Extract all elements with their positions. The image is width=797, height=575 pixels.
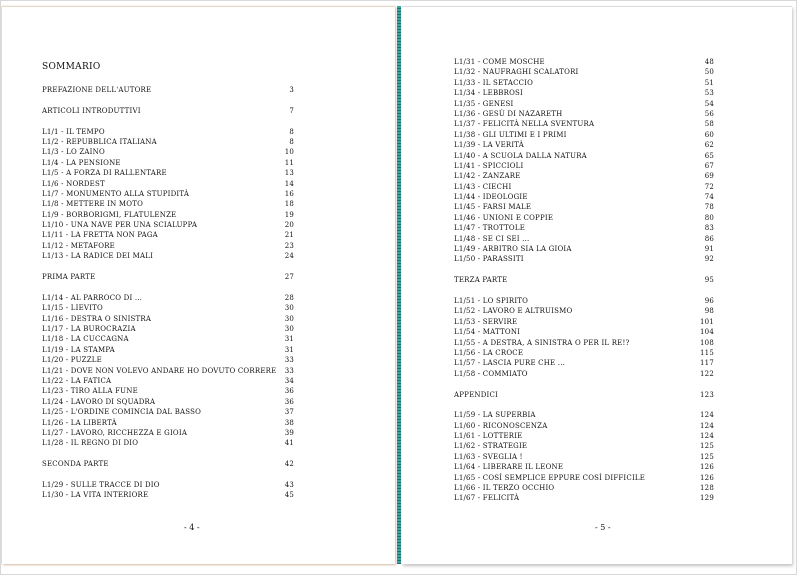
toc-entry-title: L1/6 - NORDEST <box>42 179 105 188</box>
toc-entry-page: 95 <box>704 276 714 285</box>
toc-entry[interactable] <box>42 127 294 137</box>
toc-spacer <box>42 116 294 126</box>
toc-entry-title: L1/54 - MATTONI <box>454 328 521 337</box>
toc-entry-page: 83 <box>704 224 714 233</box>
toc-entry-title: PRIMA PARTE <box>42 273 96 282</box>
toc-entry-page: 117 <box>700 359 714 368</box>
toc-entry-page: 21 <box>284 231 294 240</box>
toc-entry-page: 14 <box>284 179 294 188</box>
toc-entry-page: 19 <box>284 210 294 219</box>
toc-entry-title: L1/2 - REPUBBLICA ITALIANA <box>42 137 157 146</box>
toc-entry[interactable] <box>42 251 294 261</box>
toc-entry-title: L1/45 - FARSI MALE <box>454 203 532 212</box>
toc-entry-title: L1/12 - METAFORE <box>42 241 115 250</box>
toc-entry-page: 31 <box>284 335 294 344</box>
toc-entry[interactable] <box>454 327 714 337</box>
toc-entry[interactable] <box>42 418 294 428</box>
toc-entry-title: L1/37 - FELICITÀ NELLA SVENTURA <box>454 120 595 129</box>
toc-entry[interactable] <box>42 106 294 116</box>
toc-entry-title: L1/9 - BORBORIGMI, FLATULENZE <box>42 210 177 219</box>
toc-entry[interactable] <box>454 99 714 109</box>
toc-entry[interactable] <box>454 296 714 306</box>
toc-entry[interactable] <box>42 376 294 386</box>
toc-entry-page: 16 <box>284 189 294 198</box>
toc-entry-title: L1/51 - LO SPIRITO <box>454 296 529 305</box>
toc-entry[interactable] <box>42 397 294 407</box>
toc-entry-page: 123 <box>700 390 714 399</box>
toc-entry-title: SECONDA PARTE <box>42 460 109 469</box>
toc-entry[interactable] <box>42 272 294 282</box>
toc-entry-page: 124 <box>700 432 714 441</box>
toc-entry-title: L1/61 - LOTTERIE <box>454 432 523 441</box>
toc-entry[interactable] <box>42 210 294 220</box>
toc-entry[interactable] <box>42 366 294 376</box>
toc-entry[interactable] <box>42 386 294 396</box>
toc-entry-title: L1/52 - LAVORO E ALTRUISMO <box>454 307 573 316</box>
toc-entry[interactable] <box>454 109 714 119</box>
toc-entry-title: L1/23 - TIRO ALLA FUNE <box>42 387 138 396</box>
toc-entry-page: 39 <box>284 428 294 437</box>
toc-entry-title: L1/19 - LA STAMPA <box>42 345 115 354</box>
toc-entry[interactable] <box>454 483 714 493</box>
toc-entry-title: L1/13 - LA RADICE DEI MALI <box>42 252 154 261</box>
toc-entry-title: L1/28 - IL REGNO DI DIO <box>42 439 139 448</box>
toc-list-left <box>42 85 294 501</box>
toc-entry[interactable] <box>42 293 294 303</box>
toc-entry-title: L1/67 - FELICITÀ <box>454 494 520 503</box>
toc-entry-title: L1/17 - LA BUROCRAZIA <box>42 324 136 333</box>
toc-entry-page: 128 <box>700 484 714 493</box>
toc-entry-page: 27 <box>284 273 294 282</box>
toc-entry-title: L1/27 - LAVORO, RICCHEZZA E GIOIA <box>42 428 188 437</box>
toc-entry[interactable] <box>454 275 714 285</box>
toc-entry[interactable] <box>454 473 714 483</box>
toc-entry-title: L1/48 - SE CI SEI ... <box>454 234 530 243</box>
toc-entry-title: L1/36 - GESÙ DI NAZARETH <box>454 109 563 118</box>
toc-spacer <box>42 449 294 459</box>
toc-entry-page: 108 <box>700 338 714 347</box>
toc-entry-title: L1/5 - A FORZA DI RALLENTARE <box>42 169 167 178</box>
toc-entry-page: 54 <box>704 99 714 108</box>
toc-entry-title: L1/60 - RICONOSCENZA <box>454 421 548 430</box>
toc-entry-title: L1/41 - SPICCIOLI <box>454 161 524 170</box>
toc-entry-title: L1/4 - LA PENSIONE <box>42 158 121 167</box>
toc-entry-title: L1/26 - LA LIBERTÀ <box>42 418 117 427</box>
toc-entry-title: L1/57 - LASCIA PURE CHE ... <box>454 359 566 368</box>
toc-entry[interactable] <box>454 338 714 348</box>
toc-entry-page: 122 <box>700 369 714 378</box>
toc-entry-page: 18 <box>284 200 294 209</box>
toc-entry-page: 8 <box>289 127 294 136</box>
toc-entry[interactable] <box>454 462 714 472</box>
toc-entry-page: 86 <box>704 234 714 243</box>
toc-entry[interactable] <box>454 390 714 400</box>
toc-entry-page: 96 <box>704 296 714 305</box>
toc-entry[interactable] <box>42 85 294 95</box>
toc-entry-page: 33 <box>284 366 294 375</box>
toc-entry-page: 69 <box>704 172 714 181</box>
toc-entry[interactable] <box>454 78 714 88</box>
toc-entry[interactable] <box>42 147 294 157</box>
toc-entry-page: 11 <box>284 158 294 167</box>
toc-entry-title: L1/20 - PUZZLE <box>42 356 102 365</box>
toc-entry-title: L1/34 - LEBBROSI <box>454 89 523 98</box>
toc-entry-title: L1/10 - UNA NAVE PER UNA SCIALUPPA <box>42 221 198 230</box>
book-spine <box>397 6 401 564</box>
toc-entry-page: 80 <box>704 213 714 222</box>
toc-entry-page: 43 <box>284 480 294 489</box>
toc-entry-page: 67 <box>704 161 714 170</box>
toc-entry[interactable] <box>42 355 294 365</box>
toc-entry-title: L1/65 - COSÌ SEMPLICE EPPURE COSÌ DIFFICILE <box>454 473 646 482</box>
toc-entry-title: L1/62 - STRATEGIE <box>454 442 528 451</box>
toc-entry-page: 50 <box>704 68 714 77</box>
toc-entry-page: 34 <box>284 376 294 385</box>
toc-entry-page: 124 <box>700 411 714 420</box>
toc-entry-page: 42 <box>284 460 294 469</box>
toc-entry-title: L1/58 - COMMIATO <box>454 369 528 378</box>
toc-entry-title: L1/53 - SERVIRE <box>454 317 518 326</box>
toc-entry-title: L1/66 - IL TERZO OCCHIO <box>454 484 555 493</box>
page-number-left: - 4 - <box>184 523 200 532</box>
toc-entry-title: L1/44 - IDEOLOGIE <box>454 193 528 202</box>
toc-entry-page: 31 <box>284 345 294 354</box>
toc-entry-title: L1/64 - LIBERARE IL LEONE <box>454 463 564 472</box>
toc-entry-page: 3 <box>289 86 294 94</box>
toc-entry[interactable] <box>454 182 714 192</box>
toc-entry-title: L1/8 - METTERE IN MOTO <box>42 200 144 209</box>
toc-entry-page: 56 <box>704 109 714 118</box>
toc-entry[interactable] <box>454 317 714 327</box>
toc-entry-page: 41 <box>284 439 294 448</box>
toc-entry-title: TERZA PARTE <box>454 276 508 285</box>
toc-entry-title: L1/25 - L'ORDINE COMINCIA DAL BASSO <box>42 408 202 417</box>
toc-entry-page: 30 <box>284 304 294 313</box>
toc-entry-title: L1/35 - GENESI <box>454 99 514 108</box>
toc-entry-title: L1/39 - LA VERITÀ <box>454 141 525 150</box>
toc-entry-page: 8 <box>289 137 294 146</box>
toc-entry-title: L1/47 - TROTTOLE <box>454 224 526 233</box>
toc-entry-title: L1/14 - AL PARROCO DI ... <box>42 293 143 302</box>
right-page <box>402 6 792 564</box>
toc-entry-title: L1/22 - LA FATICA <box>42 376 112 385</box>
toc-entry-page: 72 <box>704 182 714 191</box>
toc-entry-title: APPENDICI <box>454 390 499 399</box>
toc-entry[interactable] <box>454 171 714 181</box>
toc-entry-page: 92 <box>704 255 714 264</box>
toc-entry-title: L1/31 - COME MOSCHE <box>454 58 545 66</box>
toc-spacer <box>454 400 714 410</box>
toc-entry-title: L1/18 - LA CUCCAGNA <box>42 335 129 344</box>
toc-entry-page: 36 <box>284 387 294 396</box>
toc-entry-page: 33 <box>284 356 294 365</box>
toc-entry[interactable] <box>42 158 294 168</box>
toc-entry[interactable] <box>42 438 294 448</box>
toc-entry-page: 24 <box>284 252 294 261</box>
toc-entry[interactable] <box>454 358 714 368</box>
left-page <box>2 6 395 564</box>
toc-entry-title: L1/11 - LA FRETTA NON PAGA <box>42 231 158 240</box>
toc-entry[interactable] <box>42 407 294 417</box>
toc-entry-title: L1/30 - LA VITA INTERIORE <box>42 491 149 500</box>
toc-spacer <box>454 379 714 389</box>
toc-entry-page: 36 <box>284 397 294 406</box>
toc-entry[interactable] <box>454 130 714 140</box>
toc-entry-title: L1/21 - DOVE NON VOLEVO ANDARE HO DOVUTO CORRERE <box>42 366 277 375</box>
toc-entry-title: L1/63 - SVEGLIA ! <box>454 452 523 461</box>
toc-entry[interactable] <box>42 345 294 355</box>
toc-entry[interactable] <box>42 314 294 324</box>
toc-entry-page: 60 <box>704 130 714 139</box>
toc-entry-page: 30 <box>284 324 294 333</box>
toc-entry[interactable] <box>454 67 714 77</box>
toc-entry-page: 78 <box>704 203 714 212</box>
toc-entry-page: 28 <box>284 293 294 302</box>
toc-entry[interactable] <box>42 490 294 500</box>
toc-entry-page: 91 <box>704 245 714 254</box>
toc-entry-title: L1/15 - LIEVITO <box>42 304 103 313</box>
toc-entry[interactable] <box>454 161 714 171</box>
toc-entry[interactable] <box>454 421 714 431</box>
toc-entry-page: 125 <box>700 452 714 461</box>
toc-entry-title: L1/49 - ARBITRO SIA LA GIOIA <box>454 245 572 254</box>
toc-spacer <box>454 265 714 275</box>
toc-entry-title: L1/16 - DESTRA O SINISTRA <box>42 314 152 323</box>
toc-entry-title: L1/29 - SULLE TRACCE DI DIO <box>42 480 160 489</box>
toc-entry-page: 58 <box>704 120 714 129</box>
toc-spacer <box>454 286 714 296</box>
toc-entry[interactable] <box>454 140 714 150</box>
toc-entry[interactable] <box>42 199 294 209</box>
toc-entry-title: ARTICOLI INTRODUTTIVI <box>42 106 141 115</box>
toc-entry[interactable] <box>42 189 294 199</box>
toc-entry-page: 51 <box>704 78 714 87</box>
toc-entry[interactable] <box>454 348 714 358</box>
toc-entry[interactable] <box>42 241 294 251</box>
toc-entry[interactable] <box>454 213 714 223</box>
toc-entry-page: 10 <box>284 148 294 157</box>
toc-entry-page: 37 <box>284 408 294 417</box>
toc-entry-title: L1/50 - PARASSITI <box>454 255 524 264</box>
toc-spacer <box>42 262 294 272</box>
toc-entry-page: 129 <box>700 494 714 503</box>
toc-entry[interactable] <box>42 324 294 334</box>
toc-entry-page: 126 <box>700 463 714 472</box>
toc-entry-page: 101 <box>700 317 714 326</box>
toc-entry-page: 125 <box>700 442 714 451</box>
toc-entry[interactable] <box>42 334 294 344</box>
toc-entry-page: 74 <box>704 193 714 202</box>
toc-entry[interactable] <box>454 306 714 316</box>
toc-spacer <box>42 282 294 292</box>
toc-entry[interactable] <box>42 168 294 178</box>
toc-entry-title: L1/32 - NAUFRAGHI SCALATORI <box>454 68 579 77</box>
toc-list-right <box>454 57 714 504</box>
toc-entry[interactable] <box>454 119 714 129</box>
toc-entry-page: 20 <box>284 221 294 230</box>
toc-entry-page: 62 <box>704 141 714 150</box>
toc-entry[interactable] <box>454 234 714 244</box>
toc-entry[interactable] <box>42 428 294 438</box>
toc-entry[interactable] <box>42 480 294 490</box>
toc-entry-title: L1/59 - LA SUPERBIA <box>454 411 536 420</box>
toc-entry[interactable] <box>454 493 714 503</box>
toc-entry-title: L1/55 - A DESTRA, A SINISTRA O PER IL RE!? <box>454 338 630 347</box>
toc-entry-page: 13 <box>284 169 294 178</box>
toc-entry[interactable] <box>454 254 714 264</box>
toc-heading: SOMMARIO <box>42 62 101 72</box>
toc-entry-title: L1/3 - LO ZAINO <box>42 148 105 157</box>
toc-entry[interactable] <box>454 202 714 212</box>
toc-entry-page: 98 <box>704 307 714 316</box>
toc-entry-title: L1/33 - IL SETACCIO <box>454 78 534 87</box>
toc-entry-title: L1/7 - MONUMENTO ALLA STUPIDITÀ <box>42 189 190 198</box>
toc-spacer <box>42 469 294 479</box>
toc-spacer <box>42 95 294 105</box>
toc-entry-page: 124 <box>700 421 714 430</box>
toc-entry[interactable] <box>454 223 714 233</box>
page-number-right: - 5 - <box>595 523 611 532</box>
toc-entry[interactable] <box>42 220 294 230</box>
toc-entry-page: 115 <box>700 348 714 357</box>
toc-entry[interactable] <box>454 431 714 441</box>
toc-entry-page: 53 <box>704 89 714 98</box>
toc-entry-title: L1/1 - IL TEMPO <box>42 127 105 136</box>
toc-entry-page: 104 <box>700 328 714 337</box>
toc-entry[interactable] <box>454 151 714 161</box>
toc-entry-title: L1/40 - A SCUOLA DALLA NATURA <box>454 151 587 160</box>
toc-entry-page: 23 <box>284 241 294 250</box>
toc-entry-title: PREFAZIONE DELL'AUTORE <box>42 86 152 94</box>
toc-entry-page: 30 <box>284 314 294 323</box>
toc-entry[interactable] <box>42 179 294 189</box>
toc-entry[interactable] <box>454 192 714 202</box>
toc-entry[interactable] <box>454 88 714 98</box>
toc-entry-page: 48 <box>704 58 714 66</box>
toc-entry-page: 65 <box>704 151 714 160</box>
toc-entry-title: L1/42 - ZANZARE <box>454 172 521 181</box>
toc-entry[interactable] <box>42 303 294 313</box>
toc-entry[interactable] <box>42 230 294 240</box>
toc-entry-title: L1/38 - GLI ULTIMI E I PRIMI <box>454 130 567 139</box>
toc-entry-title: L1/24 - LAVORO DI SQUADRA <box>42 397 156 406</box>
toc-entry[interactable] <box>42 137 294 147</box>
toc-entry-title: L1/43 - CIECHI <box>454 182 512 191</box>
toc-entry[interactable] <box>454 441 714 451</box>
toc-entry[interactable] <box>454 410 714 420</box>
toc-entry-title: L1/56 - LA CROCE <box>454 348 524 357</box>
toc-entry[interactable] <box>42 459 294 469</box>
toc-entry[interactable] <box>454 244 714 254</box>
toc-entry[interactable] <box>454 57 714 67</box>
toc-entry[interactable] <box>454 369 714 379</box>
toc-entry-title: L1/46 - UNIONI E COPPIE <box>454 213 554 222</box>
toc-entry[interactable] <box>454 452 714 462</box>
toc-entry-page: 45 <box>284 491 294 500</box>
toc-entry-page: 7 <box>289 106 294 115</box>
toc-entry-page: 38 <box>284 418 294 427</box>
toc-entry-page: 126 <box>700 473 714 482</box>
